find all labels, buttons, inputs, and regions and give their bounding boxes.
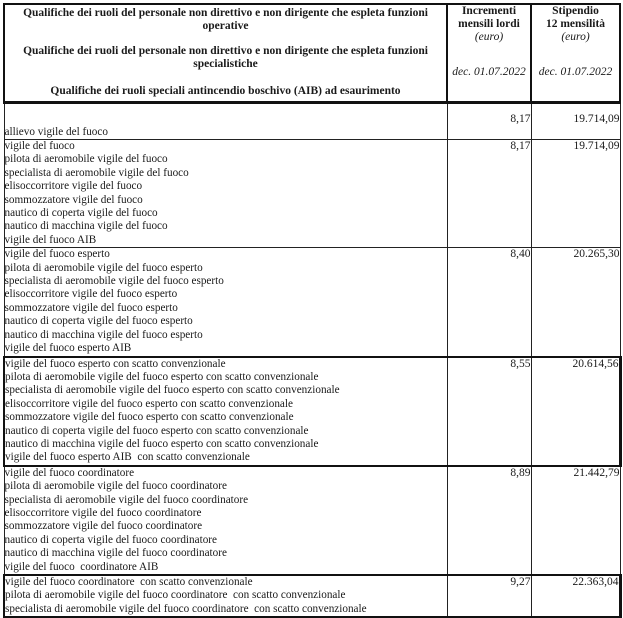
qualification-names-cell — [4, 103, 447, 140]
qualifications-header-aib: Qualifiche dei ruoli speciali antincendio boschivo (AIB) ad esaurimento — [50, 85, 401, 97]
monthly-increment-cell: 8,55 — [447, 357, 531, 466]
qualification-name: nautico di coperta vigile del fuoco coordinatore — [4, 533, 217, 546]
increments-date: dec. 01.07.2022 — [452, 66, 526, 78]
table-row — [4, 357, 620, 466]
qualification-name: vigile del fuoco esperto AIB con scatto convenzionale — [5, 451, 250, 464]
monthly-increment-cell: 8,17 — [447, 140, 531, 248]
qualification-name: specialista di aeromobile vigile del fuoco coordinatore con scatto convenzionale — [5, 602, 367, 615]
qualification-name: specialista di aeromobile vigile del fuoco coordinatore — [4, 493, 249, 506]
annual-salary-cell: 21.442,79 — [531, 466, 620, 575]
qualification-name: nautico di macchina vigile del fuoco coordinatore — [4, 547, 227, 560]
qualification-name: pilota di aeromobile vigile del fuoco esperto con scatto convenzionale — [5, 370, 319, 383]
qualification-name: nautico di coperta vigile del fuoco — [4, 207, 158, 220]
qualification-name: pilota di aeromobile vigile del fuoco — [4, 153, 168, 166]
increments-label-2: mensili lordi — [458, 18, 520, 30]
qualification-name: specialista di aeromobile vigile del fuoco esperto — [4, 275, 224, 288]
annual-salary-cell: 20.614,56 — [531, 357, 620, 466]
increments-unit: (euro) — [474, 31, 504, 43]
table-header-row — [4, 4, 620, 103]
qualification-name: sommozzatore vigile del fuoco — [4, 193, 143, 206]
qualifications-header-operative: Qualifiche dei ruoli del personale non direttivo e non dirigente che espleta funzioni operative — [23, 7, 428, 32]
qualification-name: pilota di aeromobile vigile del fuoco coordinatore — [4, 480, 227, 493]
qualification-name: nautico di coperta vigile del fuoco esperto con scatto convenzionale — [5, 424, 309, 437]
qualification-name: vigile del fuoco coordinatore — [4, 466, 135, 479]
qualification-name: allievo vigile del fuoco — [4, 125, 108, 138]
qualifications-header-specialist: Qualifiche dei ruoli del personale non direttivo e non dirigente che espleta funzioni specialistiche — [23, 45, 428, 70]
qualification-name: elisoccorritore vigile del fuoco esperto — [4, 288, 178, 301]
qualification-name: nautico di coperta vigile del fuoco esperto — [4, 315, 193, 328]
salary-date: dec. 01.07.2022 — [538, 66, 613, 78]
qualification-name: elisoccorritore vigile del fuoco coordinatore — [4, 506, 202, 519]
table-row — [4, 103, 620, 140]
table-row — [4, 140, 620, 248]
table-row — [4, 466, 620, 575]
qualification-name: nautico di macchina vigile del fuoco — [4, 220, 168, 233]
salary-label-2: 12 mensilità — [545, 18, 606, 30]
qualification-names-cell — [4, 248, 447, 357]
qualification-name: elisoccorritore vigile del fuoco esperto con scatto convenzionale — [5, 397, 293, 410]
annual-salary-cell: 19.714,09 — [531, 103, 620, 140]
qualification-name: vigile del fuoco esperto — [4, 248, 110, 261]
qualification-name: vigile del fuoco coordinatore AIB — [4, 560, 159, 573]
qualification-name: vigile del fuoco esperto con scatto convenzionale — [5, 357, 226, 370]
qualification-name: pilota di aeromobile vigile del fuoco esperto — [4, 261, 203, 274]
qualifications-header — [4, 4, 447, 103]
qualification-name: elisoccorritore vigile del fuoco — [4, 180, 143, 193]
monthly-increment-cell: 8,89 — [447, 466, 531, 575]
qualification-name: sommozzatore vigile del fuoco esperto con scatto convenzionale — [5, 411, 294, 424]
qualification-name: sommozzatore vigile del fuoco esperto — [4, 301, 178, 314]
qualification-names-cell — [4, 140, 447, 248]
qualification-name: vigile del fuoco — [4, 140, 75, 152]
qualification-names-cell — [4, 357, 447, 466]
monthly-increment-cell: 8,17 — [447, 103, 531, 140]
qualification-name: specialista di aeromobile vigile del fuoco — [4, 166, 189, 179]
qualification-name: specialista di aeromobile vigile del fuoco esperto con scatto convenzionale — [5, 384, 340, 397]
qualification-name: vigile del fuoco coordinatore con scatto convenzionale — [5, 576, 253, 588]
annual-salary-cell: 19.714,09 — [531, 140, 620, 248]
annual-salary-cell: 22.363,04 — [531, 575, 620, 617]
monthly-increment-cell: 9,27 — [447, 575, 531, 617]
table-row — [4, 248, 620, 357]
salary-header — [531, 4, 620, 103]
qualification-names-cell — [4, 575, 447, 617]
qualification-name: vigile del fuoco esperto AIB — [4, 342, 132, 355]
qualification-names-cell — [4, 466, 447, 575]
salary-label-1: Stipendio — [552, 5, 599, 17]
qualification-name: sommozzatore vigile del fuoco coordinatore — [4, 520, 203, 533]
salary-table — [3, 3, 622, 618]
qualification-name: vigile del fuoco AIB — [4, 233, 97, 246]
salary-unit: (euro) — [561, 31, 590, 43]
increments-label-1: Incrementi — [461, 5, 517, 17]
qualification-name: nautico di macchina vigile del fuoco esperto con scatto convenzionale — [5, 437, 319, 450]
monthly-increment-cell: 8,40 — [447, 248, 531, 357]
annual-salary-cell: 20.265,30 — [531, 248, 620, 357]
table-row — [4, 575, 620, 617]
qualification-name: pilota di aeromobile vigile del fuoco coordinatore con scatto convenzionale — [5, 589, 346, 602]
qualification-name: nautico di macchina vigile del fuoco esperto — [4, 328, 203, 341]
increments-header — [447, 4, 531, 103]
